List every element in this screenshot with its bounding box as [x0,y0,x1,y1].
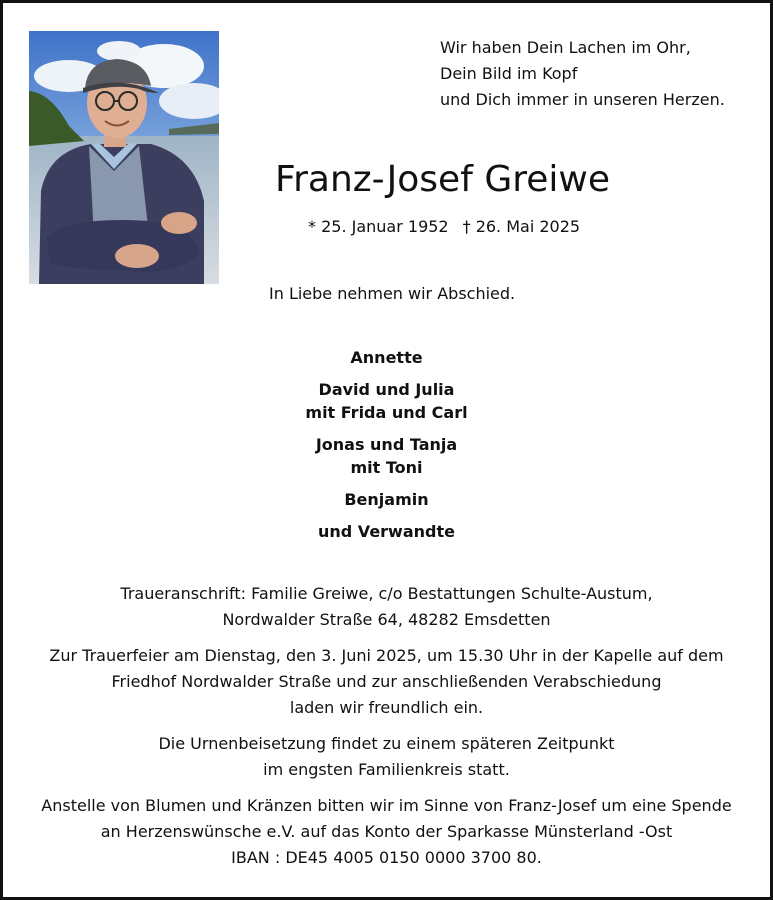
mourner-name: Annette [350,348,423,367]
info-line: Anstelle von Blumen und Kränzen bitten wir im Sinne von Franz-Josef um eine Spende [41,796,732,815]
info-line: Traueranschrift: Familie Greiwe, c/o Bestattungen Schulte-Austum, [120,584,653,603]
mourners-list [3,346,770,552]
quote-line: und Dich immer in unseren Herzen. [440,90,725,109]
mourner-group [3,520,770,543]
donation-request [3,793,770,871]
death-date: † 26. Mai 2025 [462,217,581,236]
mourner-name: Jonas und Tanja [315,435,458,454]
mourning-address [3,581,770,633]
life-dates [308,216,580,238]
mourner-group [3,346,770,369]
portrait-photo [29,31,219,284]
info-line: im engsten Familienkreis statt. [263,760,510,779]
mourner-name: David und Julia [318,380,455,399]
memorial-quote [440,35,760,113]
info-line: Friedhof Nordwalder Straße und zur anschließenden Verabschiedung [111,672,662,691]
mourner-group [3,378,770,424]
iban-line: IBAN : DE45 4005 0150 0000 3700 80. [231,848,542,867]
mourner-name: und Verwandte [318,522,455,541]
info-line: Zur Trauerfeier am Dienstag, den 3. Juni 2025, um 15.30 Uhr in der Kapelle auf dem [49,646,724,665]
birth-date: * 25. Januar 1952 [308,217,449,236]
deceased-name: Franz-Josef Greiwe [275,159,610,200]
quote-line: Dein Bild im Kopf [440,64,578,83]
mourner-group [3,433,770,479]
funeral-information [3,581,770,881]
info-line: laden wir freundlich ein. [289,698,484,717]
info-line: Die Urnenbeisetzung findet zu einem späteren Zeitpunkt [158,734,615,753]
info-line: Nordwalder Straße 64, 48282 Emsdetten [222,610,551,629]
mourner-group [3,488,770,511]
mourner-name: mit Toni [350,458,423,477]
mourner-name: Benjamin [344,490,429,509]
urn-burial-note [3,731,770,783]
ceremony-details [3,643,770,721]
farewell-line: In Liebe nehmen wir Abschied. [269,284,516,303]
quote-line: Wir haben Dein Lachen im Ohr, [440,38,691,57]
info-line: an Herzenswünsche e.V. auf das Konto der Sparkasse Münsterland -Ost [100,822,673,841]
mourner-name: mit Frida und Carl [305,403,468,422]
